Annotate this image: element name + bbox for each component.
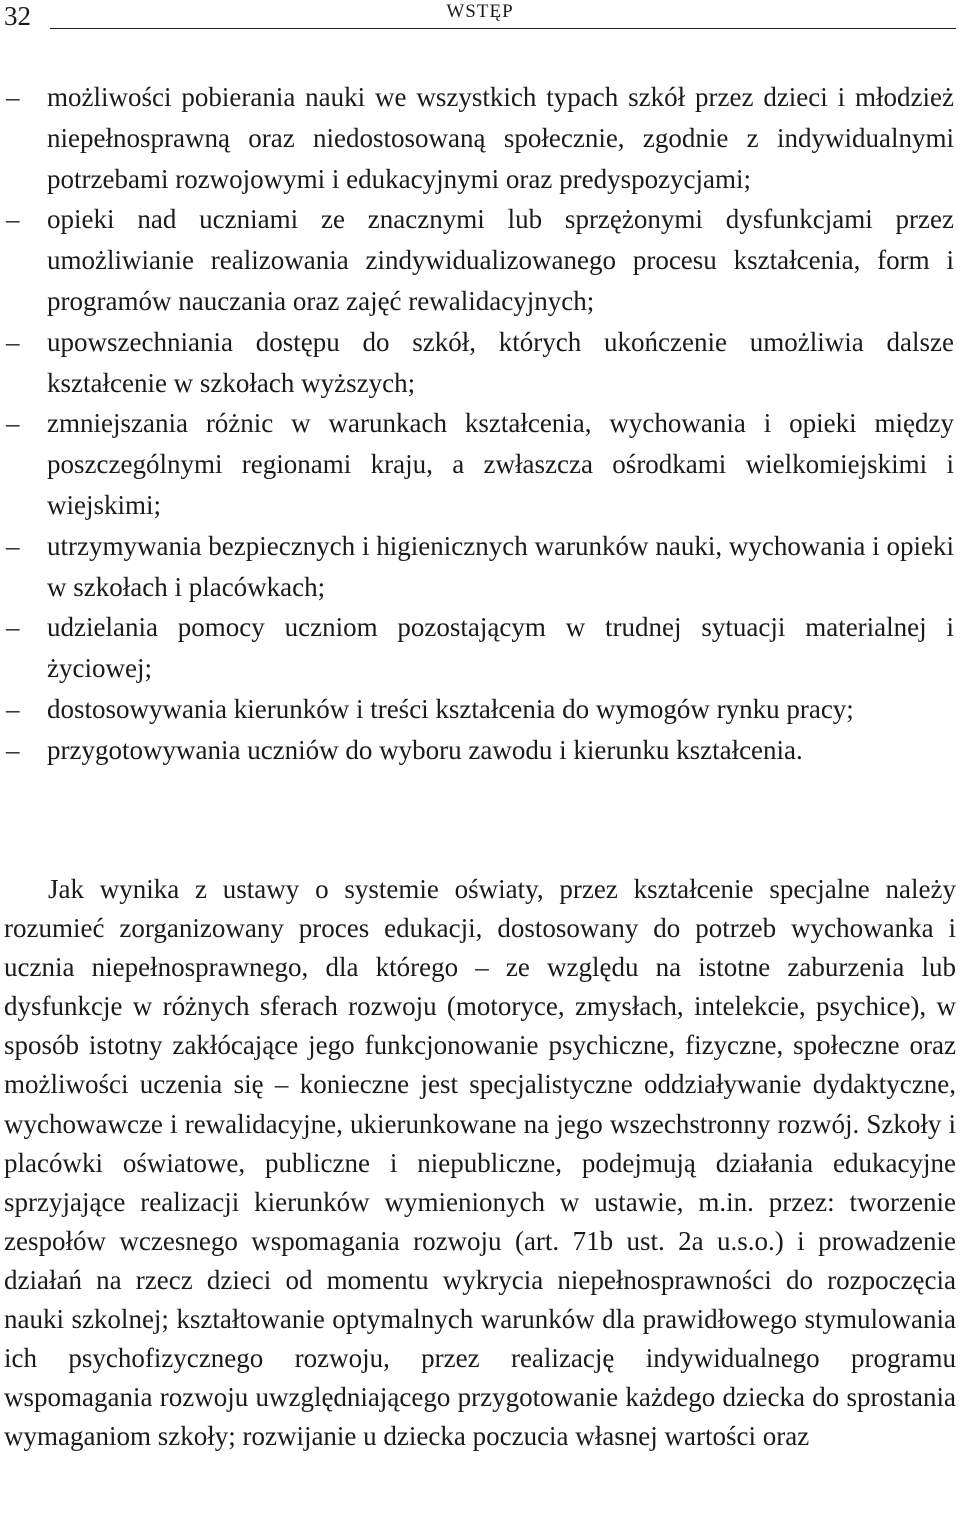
list-item <box>0 403 960 525</box>
page-header <box>0 0 960 32</box>
list-item <box>0 199 960 321</box>
dash-marker: – <box>6 734 20 765</box>
list-item <box>0 689 960 730</box>
list-item-text: dostosowywania kierunków i treści kształcenia do wymogów rynku pracy; <box>47 693 854 724</box>
bullet-list <box>0 77 960 771</box>
dash-marker: – <box>6 82 20 112</box>
list-item-text: możliwości pobierania nauki we wszystkich typach szkół przez dzieci i młodzież niepełnosprawną oraz niedostosowaną społecznie, zgodnie z indywidualnymi potrzebami rozwojowymi i edukacyjnymi oraz predyspozycjami; <box>47 82 954 194</box>
header-rule <box>50 28 956 29</box>
dash-marker: – <box>6 693 20 724</box>
dash-marker: – <box>6 530 20 561</box>
list-item-text: przygotowywania uczniów do wyboru zawodu i kierunku kształcenia. <box>47 734 803 765</box>
list-item-text: upowszechniania dostępu do szkół, których ukończenie umożliwia dalsze kształcenie w szkołach wyższych; <box>47 326 954 398</box>
page-number: 32 <box>4 1 31 31</box>
dash-marker: – <box>6 204 20 235</box>
list-item <box>0 607 960 689</box>
list-item <box>0 77 960 199</box>
body-paragraph: Jak wynika z ustawy o systemie oświaty, przez kształcenie specjalne należy rozumieć zorganizowany proces edukacji, dostosowany do potrzeb wychowanka i ucznia niepełnosprawnego, dla którego – ze względu na istotne zaburzenia lub dysfunkcje w różnych sferach rozwoju (motoryce, zmysłach, intelekcie, psychice), w sposób istotny zakłócające jego funkcjonowanie psychiczne, fizyczne, społeczne oraz możliwości uczenia się – konieczne jest specjalistyczne oddziaływanie dydaktyczne, wychowawcze i rewalidacyjne, ukierunkowane na jego wszechstronny rozwój. Szkoły i placówki oświatowe, publiczne i niepubliczne, podejmują działania edukacyjne sprzyjające realizacji kierunków wymienionych w ustawie, m.in. przez: tworzenie zespołów wczesnego wspomagania rozwoju (art. 71b ust. 2a u.s.o.) i prowadzenie działań na rzecz dzieci od momentu wykrycia niepełnosprawności do rozpoczęcia nauki szkolnej; kształtowanie optymalnych warunków dla prawidłowego stymulowania ich psychofizycznego rozwoju, przez realizację indywidualnego programu wspomagania rozwoju uwzględniającego przygotowanie każdego dziecka do sprostania wymaganiom szkoły; rozwijanie u dziecka poczucia własnej wartości oraz <box>4 874 956 1452</box>
dash-marker: – <box>6 408 20 439</box>
dash-marker: – <box>6 326 20 357</box>
list-item-text: udzielania pomocy uczniom pozostającym w trudnej sytuacji materialnej i życiowej; <box>47 612 954 684</box>
list-item-text: utrzymywania bezpiecznych i higienicznych warunków nauki, wychowania i opieki w szkołach i placówkach; <box>47 530 954 602</box>
list-item <box>0 526 960 608</box>
list-item <box>0 730 960 771</box>
dash-marker: – <box>6 612 20 643</box>
list-item-text: zmniejszania różnic w warunkach kształcenia, wychowania i opieki między poszczególnymi regionami kraju, a zwłaszcza ośrodkami wielkomiejskimi i wiejskimi; <box>47 408 954 520</box>
list-item <box>0 322 960 404</box>
running-head: WSTĘP <box>446 1 514 22</box>
list-item-text: opieki nad uczniami ze znacznymi lub sprzężonymi dysfunkcjami przez umożliwianie realizowania zindywidualizowanego procesu kształcenia, form i programów nauczania oraz zajęć rewalidacyjnych; <box>47 204 954 316</box>
